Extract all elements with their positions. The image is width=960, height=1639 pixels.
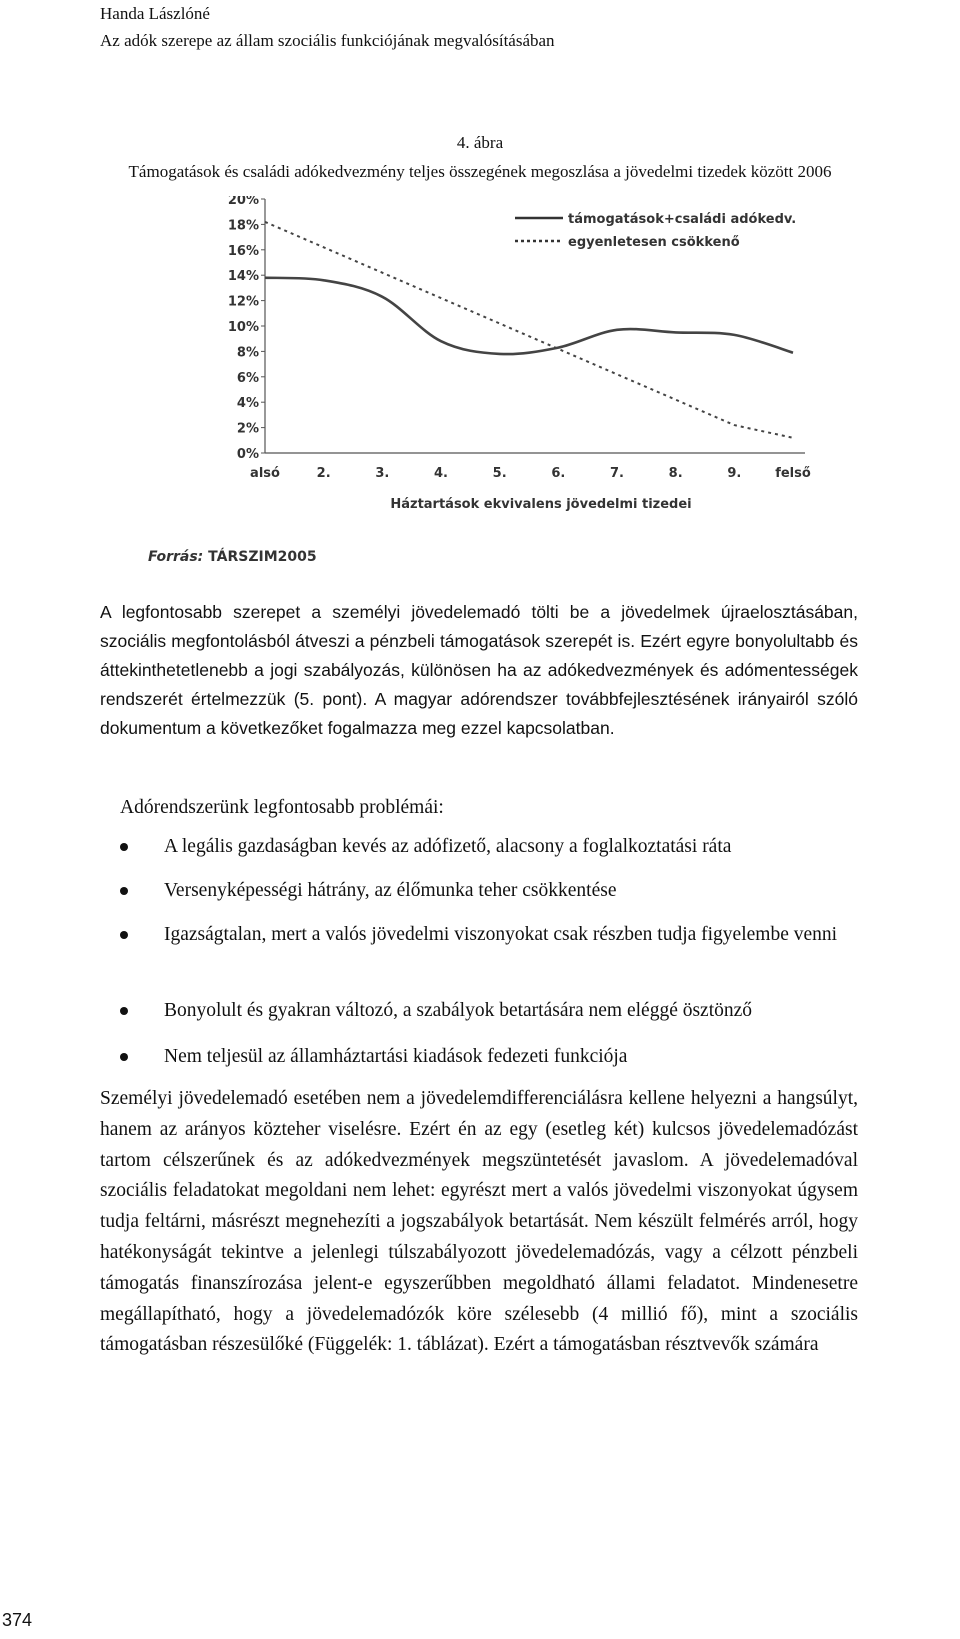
header-author: Handa Lászlóné bbox=[100, 4, 210, 23]
list-intro: Adórendszerünk legfontosabb problémái: bbox=[120, 797, 444, 818]
header-title: Az adók szerepe az állam szociális funkciójának megvalósításában bbox=[100, 31, 555, 50]
series-line-2 bbox=[265, 222, 793, 438]
list-item-text: Nem teljesül az államháztartási kiadások fedezeti funkciója bbox=[164, 1046, 628, 1067]
paragraph-2: Személyi jövedelemadó esetében nem a jövedelemdifferenciálásra kellene helyezni a hangsúlyt, hanem az arányos közteher viselésre. Ezért én az egy (esetleg két) kulcsos jövedelemadózást tartom célszerűnek és az adókedvezmények megszüntetését javaslom. A jövedelemadóval szociális feladatokat megoldani nem lehet: egyrészt mert a valós jövedelmi viszonyokat úgysem tudja feltárni, másrészt megnehezíti a jogszabályok betartását. Nem készült felmérés arról, hogy hatékonyságát tekintve a jelenlegi túlszabályozott jövedelemadózás, vagy a célzott pénzbeli támogatás finanszírozása jelent-e egyszerűbben megoldható állami feladatot. Mindenesetre megállapítható, hogy a jövedelemadózók köre szélesebb (4 millió fő), mint a szociális támogatásban részesülőké (Függelék: 1. táblázat). Ezért a támogatásban résztvevők számára bbox=[100, 1088, 858, 1356]
x-tick-label: felső bbox=[775, 466, 811, 481]
y-tick-label: 14% bbox=[227, 269, 259, 285]
y-tick-label: 6% bbox=[236, 370, 259, 386]
page-number: 374 bbox=[2, 1610, 33, 1630]
list-item bbox=[100, 832, 860, 862]
figure-source bbox=[148, 549, 317, 565]
figure-number: 4. ábra bbox=[456, 133, 504, 152]
list-item bbox=[100, 996, 860, 1026]
y-tick-label: 10% bbox=[227, 320, 259, 335]
bullet-icon bbox=[120, 843, 128, 851]
bullet-icon bbox=[120, 1053, 128, 1061]
x-tick-label: alsó bbox=[250, 466, 280, 481]
list-item bbox=[100, 920, 860, 950]
y-tick-label: 8% bbox=[236, 345, 259, 361]
figure-title: Támogatások és családi adókedvezmény teljes összegének megoszlása a jövedelmi tizedek között 2006 bbox=[128, 162, 832, 181]
list-item bbox=[100, 876, 860, 906]
x-tick-label: 9. bbox=[727, 466, 742, 481]
source-label: Forrás: bbox=[148, 549, 204, 565]
legend-label: egyenletesen csökkenő bbox=[568, 235, 740, 250]
y-tick-label: 4% bbox=[236, 396, 259, 412]
x-tick-label: 3. bbox=[375, 466, 390, 481]
bullet-icon bbox=[120, 1007, 128, 1015]
x-tick-label: 5. bbox=[492, 466, 507, 481]
bullet-icon bbox=[120, 887, 128, 895]
bullet-icon bbox=[120, 931, 128, 939]
y-tick-label: 12% bbox=[227, 294, 259, 310]
x-tick-label: 6. bbox=[551, 466, 566, 481]
x-tick-label: 7. bbox=[610, 466, 624, 481]
list-item-text: Versenyképességi hátrány, az élőmunka teher csökkentése bbox=[164, 880, 617, 901]
list-item bbox=[100, 1042, 860, 1072]
list-item-text: Igazságtalan, mert a valós jövedelmi viszonyokat csak részben tudja figyelembe venni bbox=[164, 924, 838, 945]
line-chart bbox=[218, 196, 818, 526]
x-tick-label: 4. bbox=[434, 466, 448, 481]
x-axis-title: Háztartások ekvivalens jövedelmi tizedei bbox=[390, 497, 692, 512]
y-tick-label: 2% bbox=[236, 421, 259, 437]
legend-label: támogatások+családi adókedv. bbox=[568, 212, 797, 227]
list-item-text: A legális gazdaságban kevés az adófizető, alacsony a foglalkoztatási ráta bbox=[164, 836, 732, 857]
y-tick-label: 16% bbox=[227, 243, 259, 259]
paragraph-1: A legfontosabb szerepet a személyi jövedelemadó tölti be a jövedelmek újraelosztásában, szociális megfontolásból átveszi a pénzbeli támogatások szerepét is. Ezért egyre bonyolultabb és áttekinthetetlenebb a jogi szabályozás, különösen ha az adókedvezmények és adómentességek rendszerét értelmezzük (5. pont). A magyar adórendszer továbbfejlesztésének irányairól szóló dokumentum a következőket fogalmazza meg ezzel kapcsolatban. bbox=[100, 602, 858, 738]
y-tick-label: 0% bbox=[236, 447, 259, 462]
x-tick-label: 2. bbox=[316, 466, 331, 481]
x-tick-label: 8. bbox=[668, 466, 683, 481]
running-header bbox=[100, 0, 555, 54]
source-value: TÁRSZIM2005 bbox=[208, 549, 317, 565]
list-item-text: Bonyolult és gyakran változó, a szabályok betartására nem eléggé ösztönző bbox=[164, 1000, 753, 1021]
y-tick-label: 20% bbox=[227, 196, 259, 208]
y-tick-label: 18% bbox=[227, 218, 259, 234]
series-line-1 bbox=[265, 278, 793, 354]
